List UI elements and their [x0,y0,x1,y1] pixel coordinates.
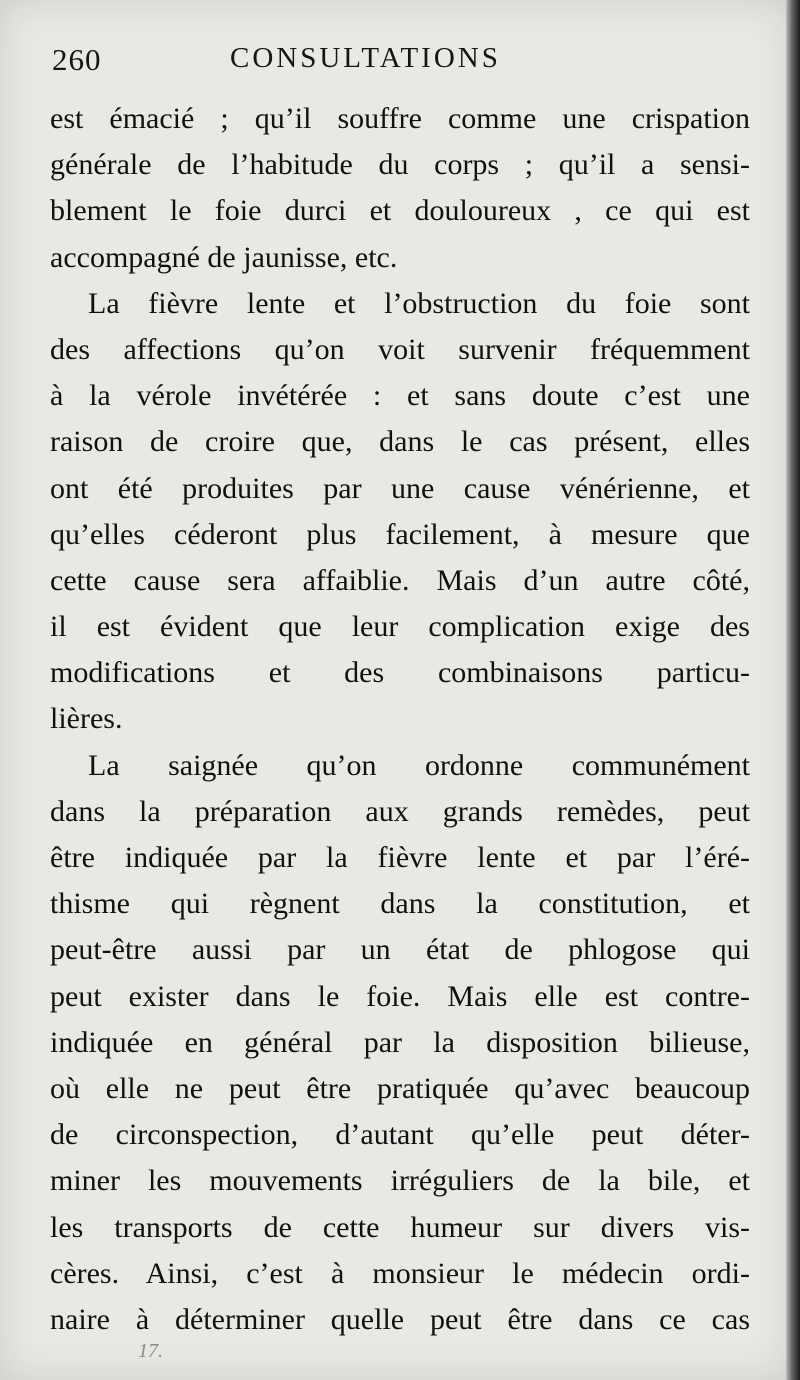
text-line: où elle ne peut être pratiquée qu’avec beaucoup [50,1071,750,1105]
text-line: les transports de cette humeur sur divers vis- [50,1210,750,1244]
text-line: dans la préparation aux grands remèdes, peut [50,794,750,828]
page-edge-shadow [786,0,800,1380]
paragraph-start-line: La fièvre lente et l’obstruction du foie sont [88,286,750,320]
text-line: lières. [50,702,123,736]
text-line: être indiquée par la fièvre lente et par l’éré- [50,841,750,874]
text-line: indiquée en général par la disposition bilieuse, [50,1025,750,1059]
signature-mark: 17. [138,1340,163,1362]
text-line: modifications et des combinaisons particu- [50,656,750,690]
text-line: ont été produites par une cause vénérienne, et [50,471,750,505]
text-line: des affections qu’on voit survenir fréquemment [50,332,750,366]
page-header [52,40,752,90]
text-line: thisme qui règnent dans la constitution, et [50,887,750,921]
text-line: de circonspection, d’autant qu’elle peut déter- [50,1118,750,1152]
text-line: cères. Ainsi, c’est à monsieur le médecin ordi- [50,1256,750,1290]
running-head: CONSULTATIONS [230,42,501,74]
text-line: il est évident que leur complication exige des [50,610,750,644]
text-line: miner les mouvements irréguliers de la bile, et [50,1164,750,1198]
text-line: cette cause sera affaiblie. Mais d’un autre côté, [50,563,750,597]
text-line: à la vérole invétérée : et sans doute c’est une [50,379,750,413]
text-line: qu’elles céderont plus facilement, à mesure que [50,517,750,551]
paragraph-start-line: La saignée qu’on ordonne communément [88,748,750,782]
text-line: naire à déterminer quelle peut être dans ce cas [50,1302,750,1336]
text-line: est émacié ; qu’il souffre comme une crispation [50,102,750,135]
text-line: accompagné de jaunisse, etc. [50,240,398,274]
text-line: générale de l’habitude du corps ; qu’il a sensi- [50,148,750,182]
text-line: peut exister dans le foie. Mais elle est contre- [50,979,750,1013]
text-line: blement le foie durci et douloureux , ce qui est [50,194,750,228]
page-number: 260 [52,42,102,77]
text-line: peut-être aussi par un état de phlogose qui [50,933,750,967]
text-line: raison de croire que, dans le cas présent, elles [50,425,750,459]
body-text [50,96,750,1343]
